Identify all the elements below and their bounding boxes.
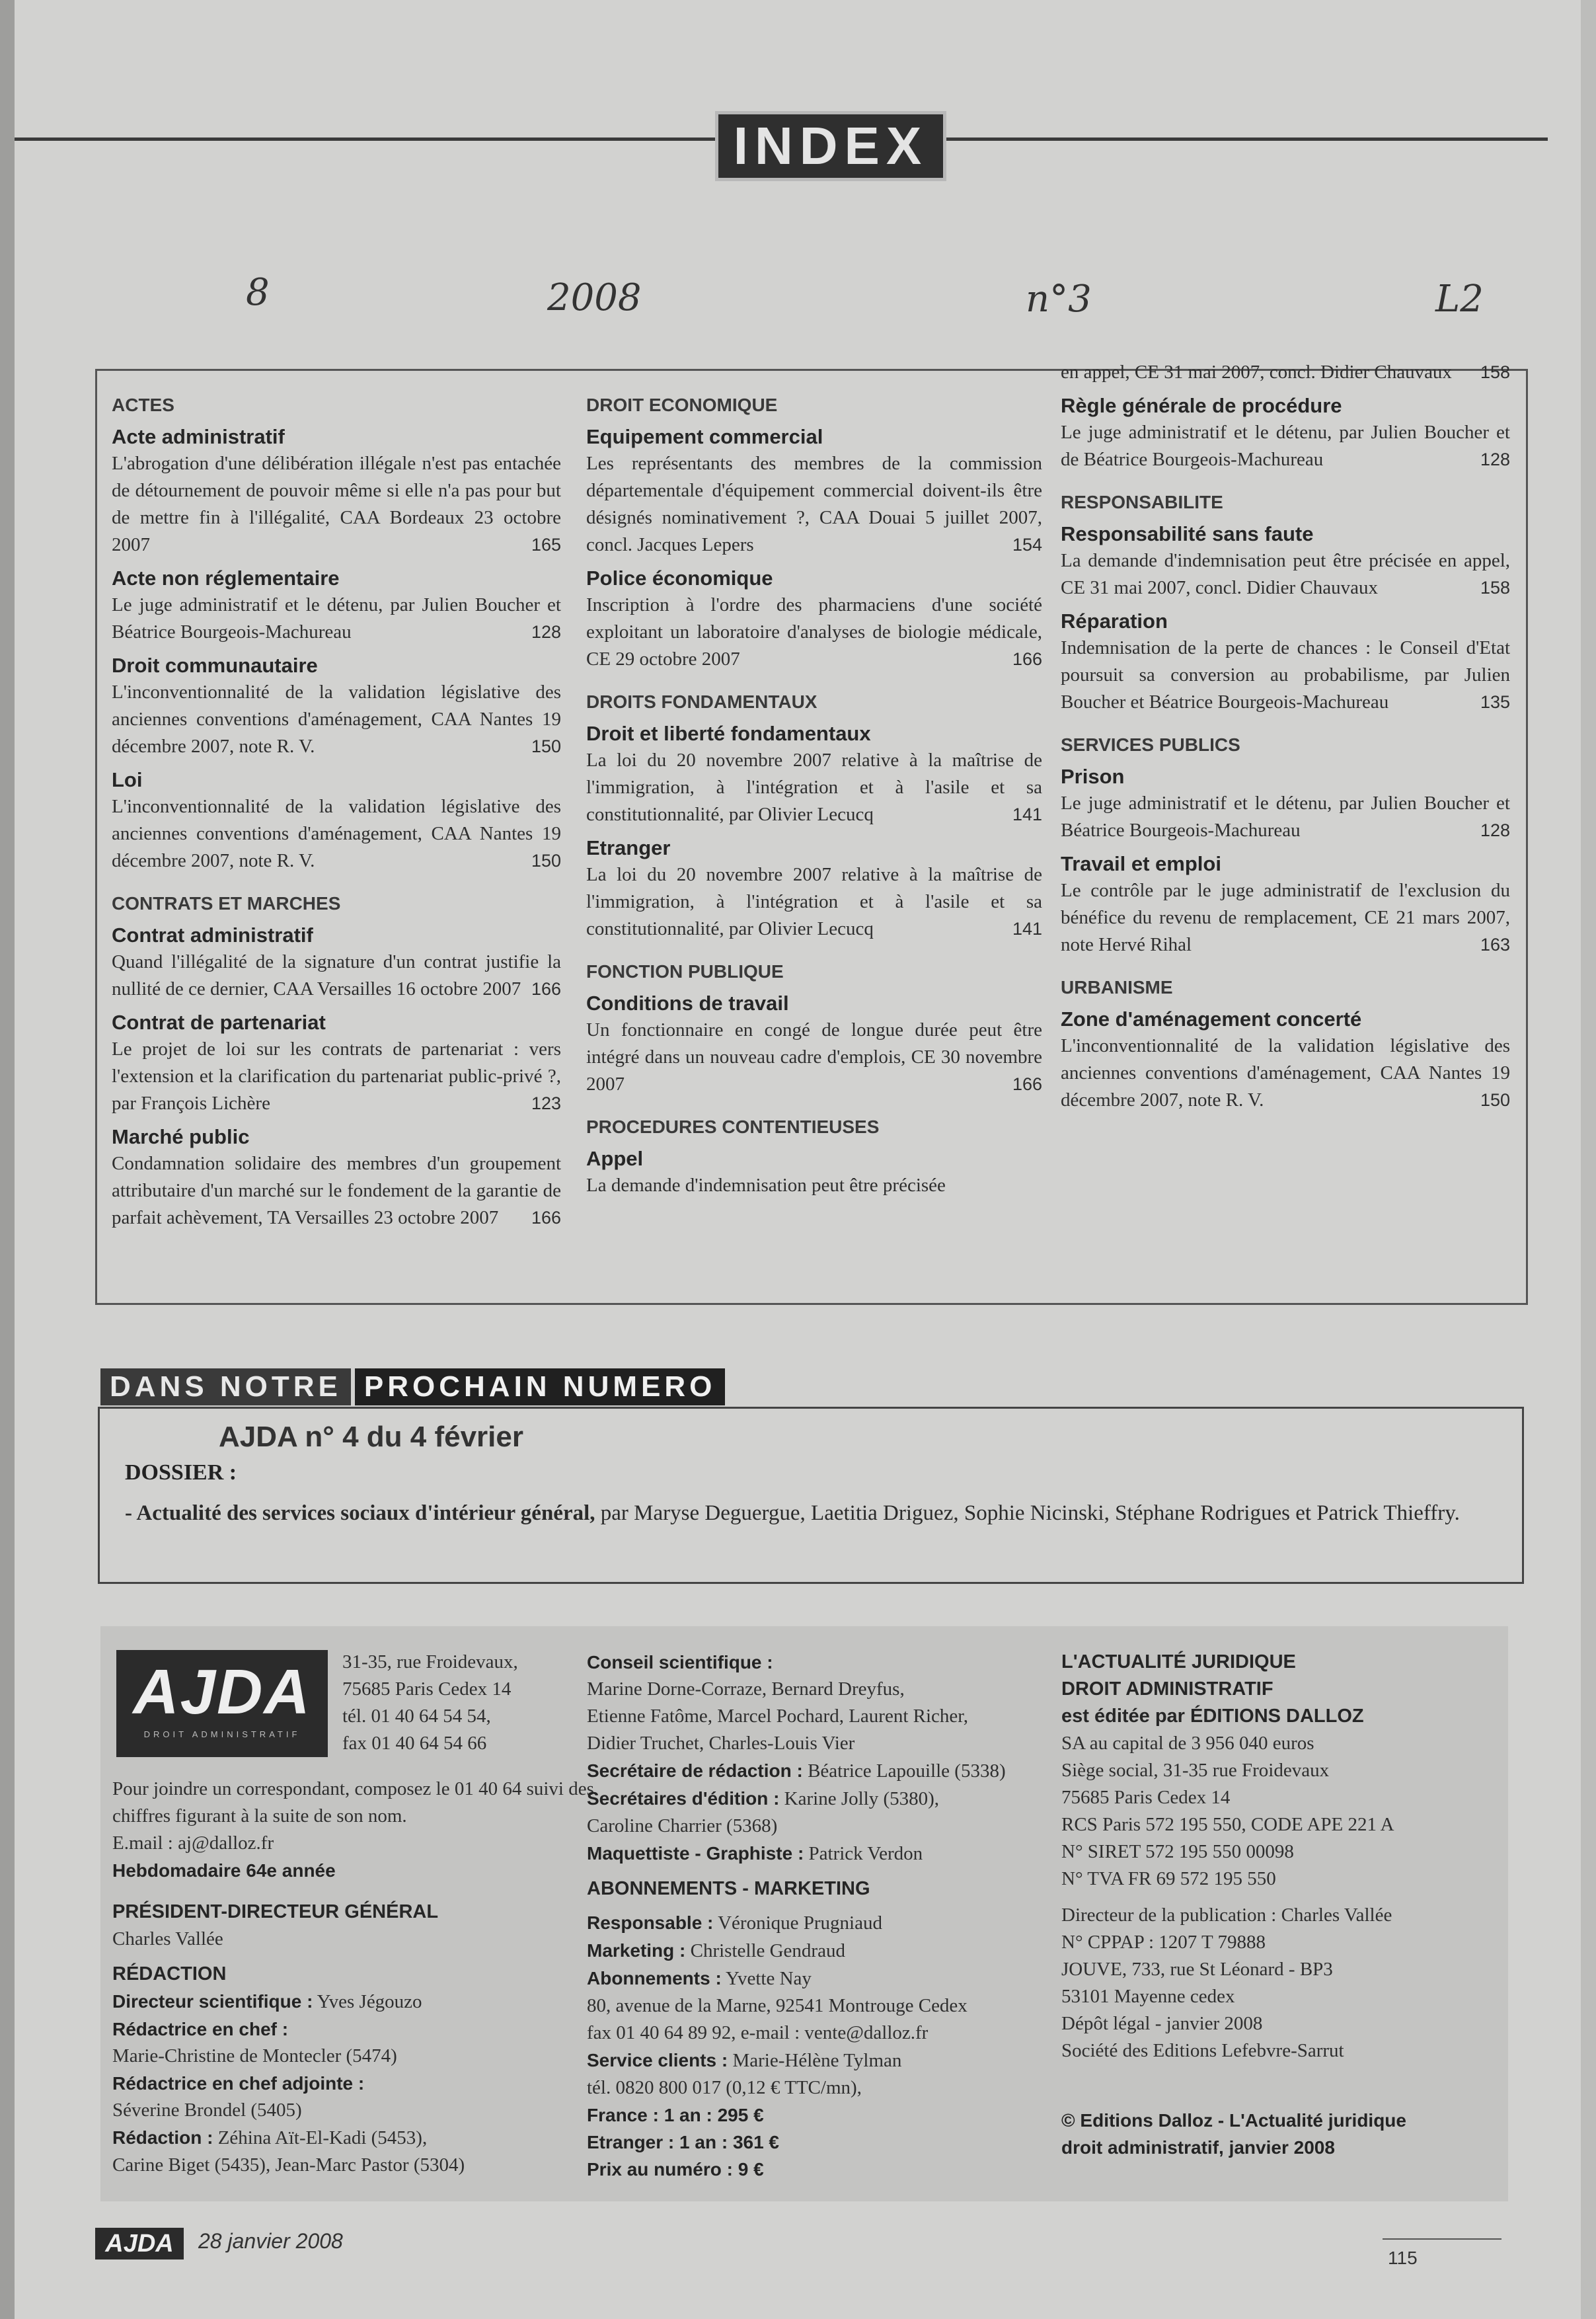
- index-subheading: Acte administratif: [112, 425, 285, 448]
- index-page-number: 158: [1480, 578, 1510, 598]
- index-box: [95, 362, 1528, 1305]
- index-entry-text: Le juge administratif et le détenu, par Julien Boucher et de Béatrice Bourgeois-Machureau: [1061, 422, 1510, 470]
- index-entry-text: La demande d'indemnisation peut être précisée: [586, 1175, 946, 1196]
- index-entry-text: Quand l'illégalité de la signature d'un contrat justifie la nullité de ce dernier, CAA Versailles 16 octobre 2007: [112, 951, 561, 1000]
- index-section-heading: ACTES: [112, 395, 174, 415]
- publisher-line: 75685 Paris Cedex 14: [1061, 1787, 1231, 1808]
- index-title: INDEX: [715, 111, 946, 181]
- copyright-line-1: © Editions Dalloz - L'Actualité juridique: [1061, 2110, 1406, 2131]
- page-edge-left: [0, 0, 15, 2319]
- index-entry-text: La demande d'indemnisation peut être précisée en appel, CE 31 mai 2007, concl. Didier Chauvaux: [1061, 550, 1510, 598]
- index-subheading: Equipement commercial: [586, 425, 823, 448]
- index-entry: [1061, 547, 1510, 602]
- publisher-head-3: est éditée par ÉDITIONS DALLOZ: [1061, 1706, 1364, 1727]
- index-page-number: 166: [1012, 1074, 1042, 1094]
- index-entry: [1061, 635, 1510, 716]
- index-entry: [1061, 359, 1510, 386]
- page-edge-right: [1581, 0, 1596, 2319]
- abonnements-heading: ABONNEMENTS - MARKETING: [587, 1878, 870, 1899]
- index-page-number: 128: [531, 622, 561, 642]
- red-chef-label: Rédactrice en chef :: [112, 2019, 289, 2039]
- index-entry-text: La loi du 20 novembre 2007 relative à la maîtrise de l'immigration, à l'intégration et à l'asile et sa constitutionnalité, par Olivier Lecucq: [586, 864, 1042, 939]
- index-entry: [112, 1036, 561, 1117]
- maquette-label: Maquettiste - Graphiste :: [587, 1843, 804, 1864]
- sec-red-label: Secrétaire de rédaction :: [587, 1760, 803, 1781]
- price-france: France : 1 an : 295 €: [587, 2105, 764, 2125]
- red-adj-name: Séverine Brondel (5405): [112, 2100, 302, 2121]
- email-line: E.mail : aj@dalloz.fr: [112, 1832, 274, 1854]
- index-page-number: 123: [531, 1093, 561, 1113]
- index-page-number: 158: [1480, 362, 1510, 382]
- index-entry-text: L'inconventionnalité de la validation législative des anciennes conventions d'aménagement, CAA Nantes 19 décembre 2007, note R. V.: [112, 796, 561, 871]
- dir-sci-name: Yves Jégouzo: [313, 1991, 422, 2012]
- index-entry-text: Inscription à l'ordre des pharmaciens d'une société exploitant un laboratoire d'analyses de biologie médicale, CE 29 octobre 2007: [586, 594, 1042, 670]
- index-page-number: 150: [531, 851, 561, 871]
- conseil-names: Didier Truchet, Charles-Louis Vier: [587, 1733, 855, 1754]
- abo-label: Abonnements :: [587, 1968, 722, 1988]
- index-column-3: [1061, 359, 1510, 1114]
- index-subheading: Travail et emploi: [1061, 852, 1221, 875]
- sec-ed-label: Secrétaires d'édition :: [587, 1788, 780, 1809]
- publisher-line: RCS Paris 572 195 550, CODE APE 221 A: [1061, 1814, 1394, 1835]
- index-page-number: 163: [1480, 935, 1510, 955]
- address-line: 75685 Paris Cedex 14: [342, 1678, 512, 1700]
- index-section-heading: URBANISME: [1061, 977, 1173, 998]
- index-column-2: [586, 376, 1042, 1199]
- index-entry: [112, 592, 561, 646]
- mkt-label: Marketing :: [587, 1940, 686, 1961]
- index-entry: [586, 1017, 1042, 1098]
- prochain-item: [125, 1497, 1500, 1529]
- index-column-1: [112, 376, 561, 1232]
- index-subheading: Règle générale de procédure: [1061, 394, 1342, 417]
- redaction-label: Rédaction :: [112, 2127, 213, 2148]
- resp-name: Véronique Prugniaud: [713, 1912, 882, 1934]
- director-line: 53101 Mayenne cedex: [1061, 1986, 1235, 2007]
- publisher-head-1: L'ACTUALITÉ JURIDIQUE: [1061, 1651, 1296, 1672]
- index-subheading: Etranger: [586, 836, 671, 859]
- svc-name: Marie-Hélène Tylman: [728, 2050, 902, 2071]
- index-subheading: Loi: [112, 768, 143, 791]
- mkt-name: Christelle Gendraud: [685, 1940, 845, 1961]
- director-line: Directeur de la publication : Charles Vallée: [1061, 1905, 1392, 1926]
- index-entry: [1061, 790, 1510, 844]
- document-page: [15, 0, 1581, 2319]
- copyright-line-2: droit administratif, janvier 2008: [1061, 2137, 1335, 2158]
- publisher-head-2: DROIT ADMINISTRATIF: [1061, 1678, 1273, 1700]
- index-entry: [586, 861, 1042, 943]
- prochain-head-1: DANS NOTRE: [100, 1368, 351, 1405]
- logo-subtitle: DROIT ADMINISTRATIF: [143, 1729, 301, 1739]
- sec-red-name: Béatrice Lapouille (5338): [802, 1760, 1006, 1782]
- index-entry-text: Indemnisation de la perte de chances : le Conseil d'Etat poursuit sa conversion au probabilisme, par Julien Boucher et Béatrice Bourgeois-Machureau: [1061, 637, 1510, 713]
- prochain-title: AJDA n° 4 du 4 février: [219, 1421, 523, 1453]
- index-entry: [586, 592, 1042, 673]
- index-page-number: 128: [1480, 820, 1510, 840]
- index-subheading: Conditions de travail: [586, 992, 789, 1015]
- director-line: JOUVE, 733, rue St Léonard - BP3: [1061, 1959, 1333, 1980]
- index-entry: [112, 450, 561, 559]
- prochain-head-2: PROCHAIN NUMERO: [355, 1368, 725, 1405]
- index-entry: [586, 1172, 1042, 1199]
- index-entry: [1061, 877, 1510, 959]
- price-etranger: Etranger : 1 an : 361 €: [587, 2132, 780, 2152]
- handwritten-note-2: 2008: [547, 276, 642, 319]
- pdg-name: Charles Vallée: [112, 1928, 223, 1949]
- handwritten-note-4: L2: [1435, 278, 1484, 321]
- index-entry-text: Le projet de loi sur les contrats de partenariat : vers l'extension et la clarification du partenariat public-privé ?, par François Lichère: [112, 1039, 561, 1114]
- index-section-heading: DROITS FONDAMENTAUX: [586, 691, 817, 712]
- index-subheading: Droit communautaire: [112, 654, 318, 677]
- index-page-number: 128: [1480, 450, 1510, 469]
- prochain-dossier: DOSSIER :: [125, 1460, 237, 1485]
- index-entry-text: Les représentants des membres de la commission départementale d'équipement commercial doivent-ils être désignés nominativement ?, CAA Douai 5 juillet 2007, concl. Jacques Lepers: [586, 453, 1042, 555]
- sec-ed-name-2: Caroline Charrier (5368): [587, 1815, 778, 1836]
- masthead-column-3: [1061, 1649, 1498, 2161]
- redaction-names-2: Carine Biget (5435), Jean-Marc Pastor (5304): [112, 2154, 465, 2176]
- prochain-item-bold: - Actualité des services sociaux d'intérieur général,: [125, 1501, 595, 1525]
- index-entry-text: Le juge administratif et le détenu, par Julien Boucher et Béatrice Bourgeois-Machureau: [1061, 793, 1510, 841]
- address-block: [342, 1649, 518, 1757]
- index-page-number: 141: [1012, 919, 1042, 939]
- svc-tel: tél. 0820 800 017 (0,12 € TTC/mn),: [587, 2077, 862, 2098]
- index-subheading: Marché public: [112, 1125, 250, 1148]
- index-section-heading: PROCEDURES CONTENTIEUSES: [586, 1117, 880, 1137]
- masthead-block: [100, 1626, 1508, 2201]
- director-line: Société des Editions Lefebvre-Sarrut: [1061, 2040, 1344, 2061]
- index-subheading: Zone d'aménagement concerté: [1061, 1007, 1362, 1031]
- index-entry-text: La loi du 20 novembre 2007 relative à la maîtrise de l'immigration, à l'intégration et à l'asile et sa constitutionnalité, par Olivier Lecucq: [586, 750, 1042, 825]
- index-entry-text: L'inconventionnalité de la validation législative des anciennes conventions d'aménagement, CAA Nantes 19 décembre 2007, note R. V.: [1061, 1035, 1510, 1111]
- index-page-number: 150: [1480, 1090, 1510, 1110]
- prochain-item-rest: par Maryse Deguergue, Laetitia Driguez, Sophie Nicinski, Stéphane Rodrigues et Patrick Thieffry.: [595, 1501, 1460, 1525]
- index-entry: [112, 1150, 561, 1232]
- join-text: Pour joindre un correspondant, composez le 01 40 64 suivi des chiffres figurant à la suite de son nom.: [112, 1778, 594, 1827]
- index-page-number: 141: [1012, 805, 1042, 824]
- masthead-column-2: [587, 1649, 1063, 2183]
- dir-sci-label: Directeur scientifique :: [112, 1991, 313, 2012]
- maquette-name: Patrick Verdon: [804, 1843, 923, 1864]
- svc-label: Service clients :: [587, 2050, 728, 2070]
- conseil-names: Marine Dorne-Corraze, Bernard Dreyfus,: [587, 1678, 905, 1700]
- index-entry-text: en appel, CE 31 mai 2007, concl. Didier Chauvaux: [1061, 362, 1452, 383]
- index-entry-text: Le contrôle par le juge administratif de l'exclusion du bénéfice du revenu de remplacement, CE 21 mars 2007, note Hervé Rihal: [1061, 880, 1510, 955]
- issue-date: 28 janvier 2008: [198, 2229, 343, 2253]
- sec-ed-name-1: Karine Jolly (5380),: [779, 1788, 940, 1809]
- hebdo-line: Hebdomadaire 64e année: [112, 1860, 336, 1881]
- footer-ajda-logo: AJDA: [95, 2228, 184, 2260]
- handwritten-note-1: 8: [246, 271, 270, 314]
- index-entry: [1061, 419, 1510, 473]
- address-line: fax 01 40 64 54 66: [342, 1733, 487, 1754]
- index-entry: [112, 949, 561, 1003]
- index-section-heading: CONTRATS ET MARCHES: [112, 893, 341, 914]
- abo-address: 80, avenue de la Marne, 92541 Montrouge Cedex: [587, 1995, 968, 2016]
- index-entry-text: Le juge administratif et le détenu, par Julien Boucher et Béatrice Bourgeois-Machureau: [112, 594, 561, 643]
- index-section-heading: SERVICES PUBLICS: [1061, 734, 1240, 755]
- abo-fax: fax 01 40 64 89 92, e-mail : vente@dalloz.fr: [587, 2022, 929, 2043]
- index-page-number: 135: [1480, 692, 1510, 712]
- index-section-heading: FONCTION PUBLIQUE: [586, 961, 784, 982]
- redaction-heading: RÉDACTION: [112, 1963, 227, 1985]
- page-number-rule: [1383, 2238, 1501, 2240]
- index-subheading: Contrat de partenariat: [112, 1011, 326, 1034]
- resp-label: Responsable :: [587, 1912, 714, 1933]
- index-subheading: Réparation: [1061, 609, 1168, 633]
- publisher-line: Siège social, 31-35 rue Froidevaux: [1061, 1760, 1330, 1781]
- index-entry-text: Un fonctionnaire en congé de longue durée peut être intégré dans un nouveau cadre d'emplois, CE 30 novembre 2007: [586, 1019, 1042, 1095]
- logo-text: AJDA: [133, 1657, 311, 1727]
- index-page-number: 154: [1012, 535, 1042, 555]
- publisher-line: N° SIRET 572 195 550 00098: [1061, 1841, 1294, 1862]
- index-page-number: 165: [531, 535, 561, 555]
- ajda-logo: [116, 1650, 328, 1757]
- prochain-numero-box: [98, 1407, 1524, 1584]
- redaction-names-1: Zéhina Aït-El-Kadi (5453),: [213, 2127, 428, 2148]
- index-subheading: Responsabilité sans faute: [1061, 522, 1314, 545]
- index-page-number: 150: [531, 736, 561, 756]
- index-page-number: 166: [531, 1208, 561, 1228]
- index-subheading: Appel: [586, 1147, 644, 1170]
- red-chef-name: Marie-Christine de Montecler (5474): [112, 2045, 397, 2066]
- address-line: tél. 01 40 64 54 54,: [342, 1706, 491, 1727]
- index-entry-text: L'inconventionnalité de la validation législative des anciennes conventions d'aménagement, CAA Nantes 19 décembre 2007, note R. V.: [112, 682, 561, 757]
- index-subheading: Contrat administratif: [112, 924, 313, 947]
- publisher-line: N° TVA FR 69 572 195 550: [1061, 1868, 1276, 1889]
- conseil-names: Etienne Fatôme, Marcel Pochard, Laurent Richer,: [587, 1706, 969, 1727]
- index-subheading: Droit et liberté fondamentaux: [586, 722, 871, 745]
- director-line: N° CPPAP : 1207 T 79888: [1061, 1932, 1266, 1953]
- conseil-label: Conseil scientifique :: [587, 1652, 773, 1672]
- index-entry-text: L'abrogation d'une délibération illégale n'est pas entachée de détournement de pouvoir même si elle n'a pas pour but de mettre fin à l'illégalité, CAA Bordeaux 23 octobre 2007: [112, 453, 561, 555]
- address-line: 31-35, rue Froidevaux,: [342, 1651, 518, 1672]
- index-entry: [112, 793, 561, 875]
- director-line: Dépôt légal - janvier 2008: [1061, 2013, 1263, 2034]
- abo-name: Yvette Nay: [721, 1968, 812, 1989]
- index-entry-text: Condamnation solidaire des membres d'un groupement attributaire d'un marché sur le fondement de la garantie de parfait achèvement, TA Versailles 23 octobre 2007: [112, 1153, 561, 1228]
- index-subheading: Prison: [1061, 765, 1125, 788]
- price-numero: Prix au numéro : 9 €: [587, 2159, 764, 2180]
- masthead-column-1: [112, 1776, 615, 2179]
- index-subheading: Acte non réglementaire: [112, 567, 340, 590]
- index-section-heading: RESPONSABILITE: [1061, 492, 1223, 512]
- index-page-number: 166: [1012, 649, 1042, 669]
- pdg-heading: PRÉSIDENT-DIRECTEUR GÉNÉRAL: [112, 1901, 439, 1922]
- index-page-number: 166: [531, 979, 561, 999]
- index-entry: [586, 747, 1042, 828]
- index-entry: [586, 450, 1042, 559]
- index-entry: [112, 679, 561, 760]
- index-entry: [1061, 1033, 1510, 1114]
- red-adj-label: Rédactrice en chef adjointe :: [112, 2073, 365, 2094]
- index-section-heading: DROIT ECONOMIQUE: [586, 395, 778, 415]
- publisher-line: SA au capital de 3 956 040 euros: [1061, 1733, 1314, 1754]
- prochain-numero-header: [100, 1368, 725, 1405]
- page-number: 115: [1388, 2248, 1418, 2268]
- handwritten-note-3: n°3: [1026, 278, 1092, 321]
- index-subheading: Police économique: [586, 567, 773, 590]
